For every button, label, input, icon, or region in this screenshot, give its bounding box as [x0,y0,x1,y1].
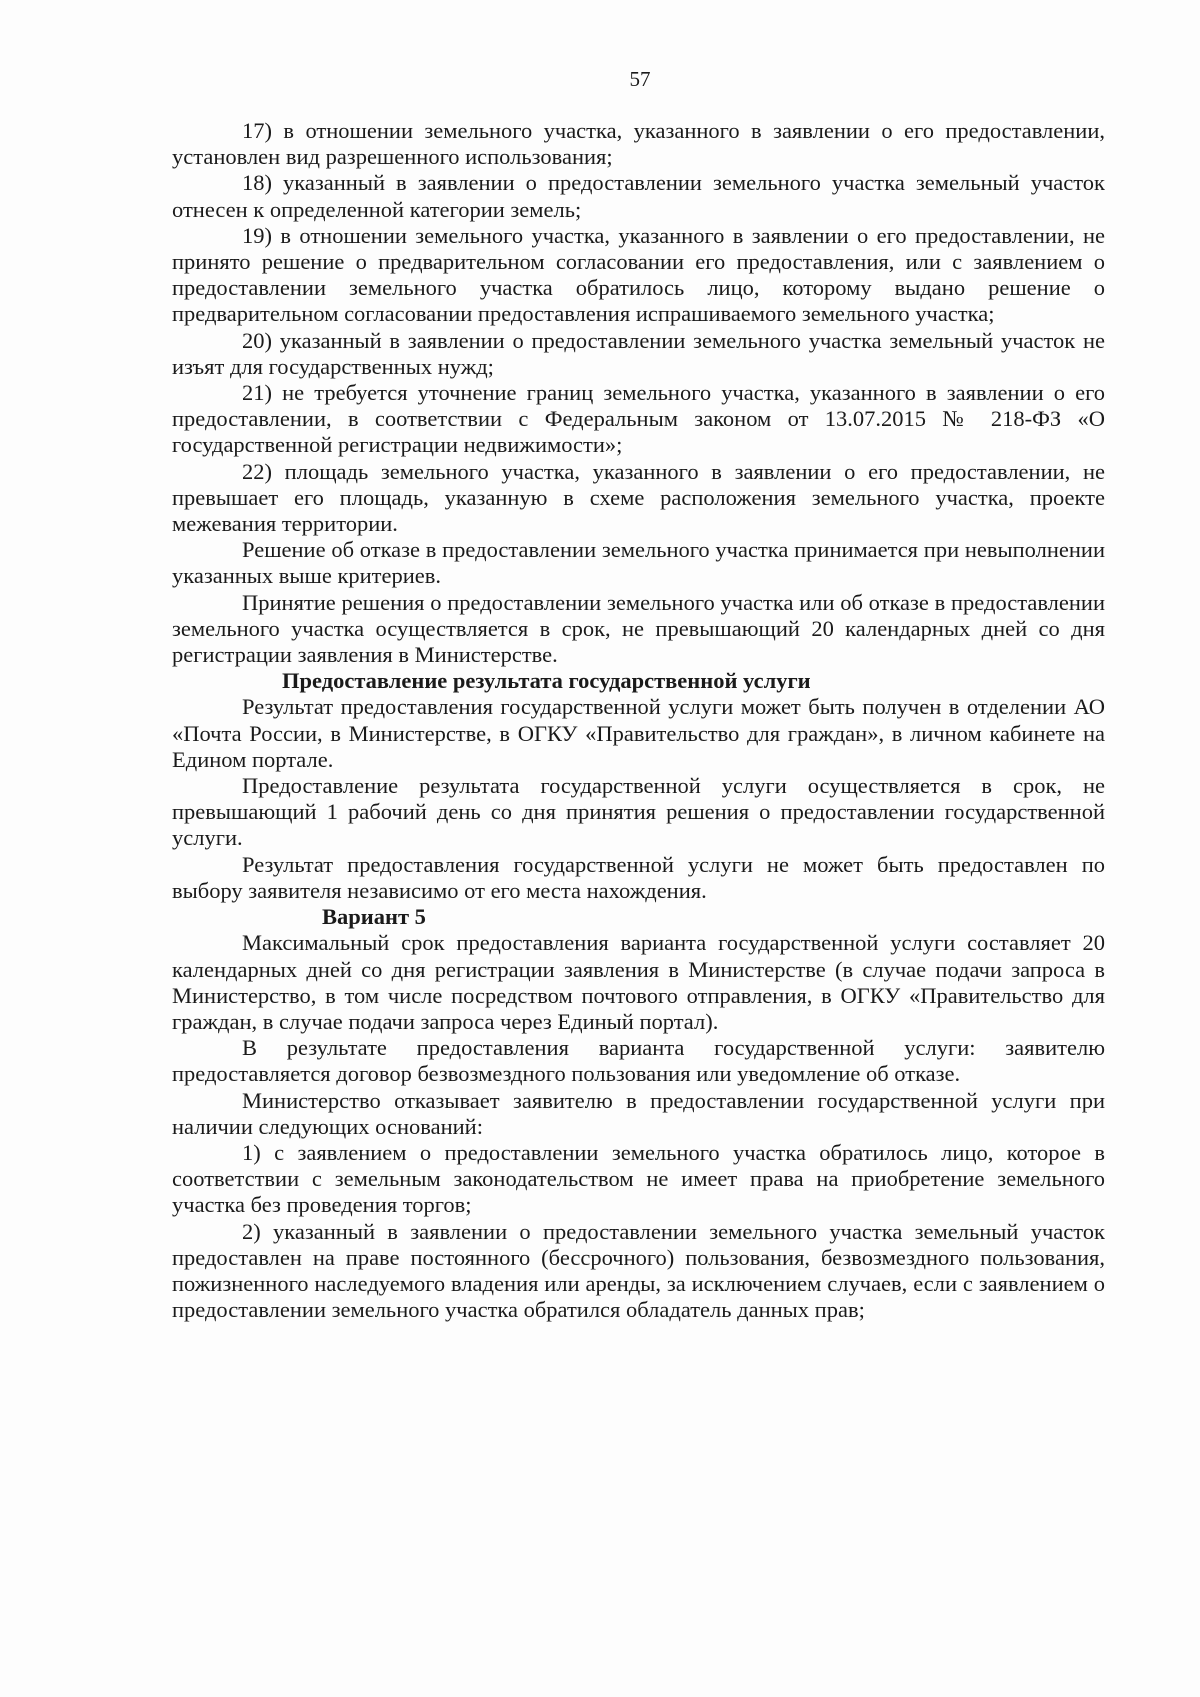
section-heading-result: Предоставление результата государственной услуги [282,668,811,694]
variant-list-item: 2) указанный в заявлении о предоставлении земельного участка земельный участок предоставлен на праве постоянного (бессрочного) пользования, безвозмездного пользования, пожизненного наследуемого владения или аренды, за исключением случаев, если с заявлением о предоставлении земельного участка обратился обладатель данных прав; [172,1218,1105,1323]
decision-term-paragraph: Принятие решения о предоставлении земельного участка или об отказе в предоставлении земельного участка осуществляется в срок, не превышающий 20 календарных дней со дня регистрации заявления в Министерстве. [172,589,1105,668]
list-item-18: 18) указанный в заявлении о предоставлении земельного участка земельный участок отнесен к определенной категории земель; [172,170,1105,222]
variant-list-item: 1) с заявлением о предоставлении земельного участка обратилось лицо, которое в соответствии с земельным законодательством не имеет права на приобретение земельного участка без проведения торгов; [172,1139,1105,1218]
page-number: 57 [629,67,651,91]
result-paragraph: Результат предоставления государственной услуги может быть получен в отделении АО «Почта России, в Министерстве, в ОГКУ «Правительство для граждан», в личном кабинете на Едином портале. [172,694,1105,772]
list-item-17: 17) в отношении земельного участка, указанного в заявлении о его предоставлении, установлен вид разрешенного использования; [172,118,1105,170]
list-item-22: 22) площадь земельного участка, указанного в заявлении о его предоставлении, не превышает его площадь, указанную в схеме расположения земельного участка, проекте межевания территории. [172,458,1105,537]
list-item-21: 21) не требуется уточнение границ земельного участка, указанного в заявлении о его предоставлении, в соответствии с Федеральным законом от 13.07.2015 № 218-ФЗ «О государственной регистрации недвижимости»; [172,380,1105,458]
list-item-20: 20) указанный в заявлении о предоставлении земельного участка земельный участок не изъят для государственных нужд; [172,327,1105,379]
variant-paragraph: В результате предоставления варианта государственной услуги: заявителю предоставляется договор безвозмездного пользования или уведомление об отказе. [172,1035,1105,1087]
result-paragraph: Предоставление результата государственной услуги осуществляется в срок, не превышающий 1 рабочий день со дня принятия решения о предоставлении государственной услуги. [172,773,1105,851]
document-body [172,118,1105,1323]
refusal-paragraph: Решение об отказе в предоставлении земельного участка принимается при невыполнении указанных выше критериев. [172,537,1105,589]
variant-paragraph: Министерство отказывает заявителю в предоставлении государственной услуги при наличии следующих оснований: [172,1087,1105,1139]
list-item-19: 19) в отношении земельного участка, указанного в заявлении о его предоставлении, не принято решение о предварительном согласовании его предоставления, или с заявлением о предоставлении земельного участка обратилось лицо, которому выдано решение о предварительном согласовании предоставления испрашиваемого земельного участка; [172,222,1105,327]
section-heading-variant: Вариант 5 [322,904,426,930]
result-paragraph: Результат предоставления государственной услуги не может быть предоставлен по выбору заявителя независимо от его места нахождения. [172,851,1105,903]
variant-paragraph: Максимальный срок предоставления варианта государственной услуги составляет 20 календарных дней со дня регистрации заявления в Министерстве (в случае подачи запроса в Министерство, в том числе посредством почтового отправления, в ОГКУ «Правительство для граждан, в случае подачи запроса через Единый портал). [172,930,1105,1034]
